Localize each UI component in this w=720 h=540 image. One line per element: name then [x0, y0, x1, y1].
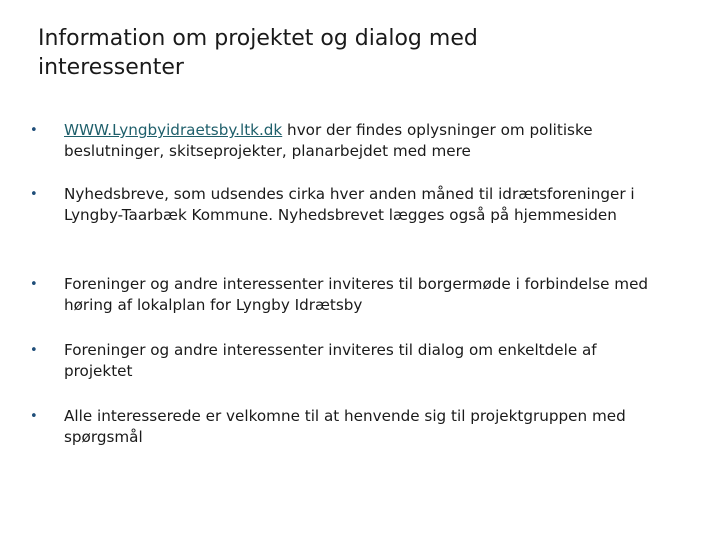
website-link[interactable]: WWW.Lyngbyidraetsby.ltk.dk — [64, 121, 283, 139]
bullet-icon: • — [30, 187, 38, 202]
slide-title: Information om projektet og dialog med interessenter — [38, 26, 478, 80]
bullet-text: Foreninger og andre interessenter inviteres til borgermøde i forbindelse med høring af lokalplan for Lyngby Idrætsby — [64, 275, 649, 314]
bullet-icon: • — [30, 409, 38, 424]
bullet-text — [64, 120, 668, 162]
bullet-text: Foreninger og andre interessenter inviteres til dialog om enkeltdele af projektet — [64, 341, 597, 380]
bullet-item-citizen-meeting — [28, 274, 668, 316]
bullet-item-dialog — [28, 340, 668, 382]
bullet-text: Nyhedsbreve, som udsendes cirka hver anden måned til idrætsforeninger i Lyngby-Taarbæk Kommune. Nyhedsbrevet lægges også på hjemmesiden — [64, 185, 635, 224]
bullet-icon: • — [30, 343, 38, 358]
bullet-icon: • — [30, 277, 38, 292]
bullet-item-website — [28, 120, 668, 162]
bullet-text-rest: hvor der findes oplysninger om politiske beslutninger, skitseprojekter, planarbejdet med mere — [64, 121, 593, 160]
bullet-item-contact — [28, 406, 668, 448]
bullet-text: Alle interesserede er velkomne til at henvende sig til projektgruppen med spørgsmål — [64, 407, 626, 446]
bullet-item-newsletter — [28, 184, 668, 226]
bullet-icon: • — [30, 123, 38, 138]
